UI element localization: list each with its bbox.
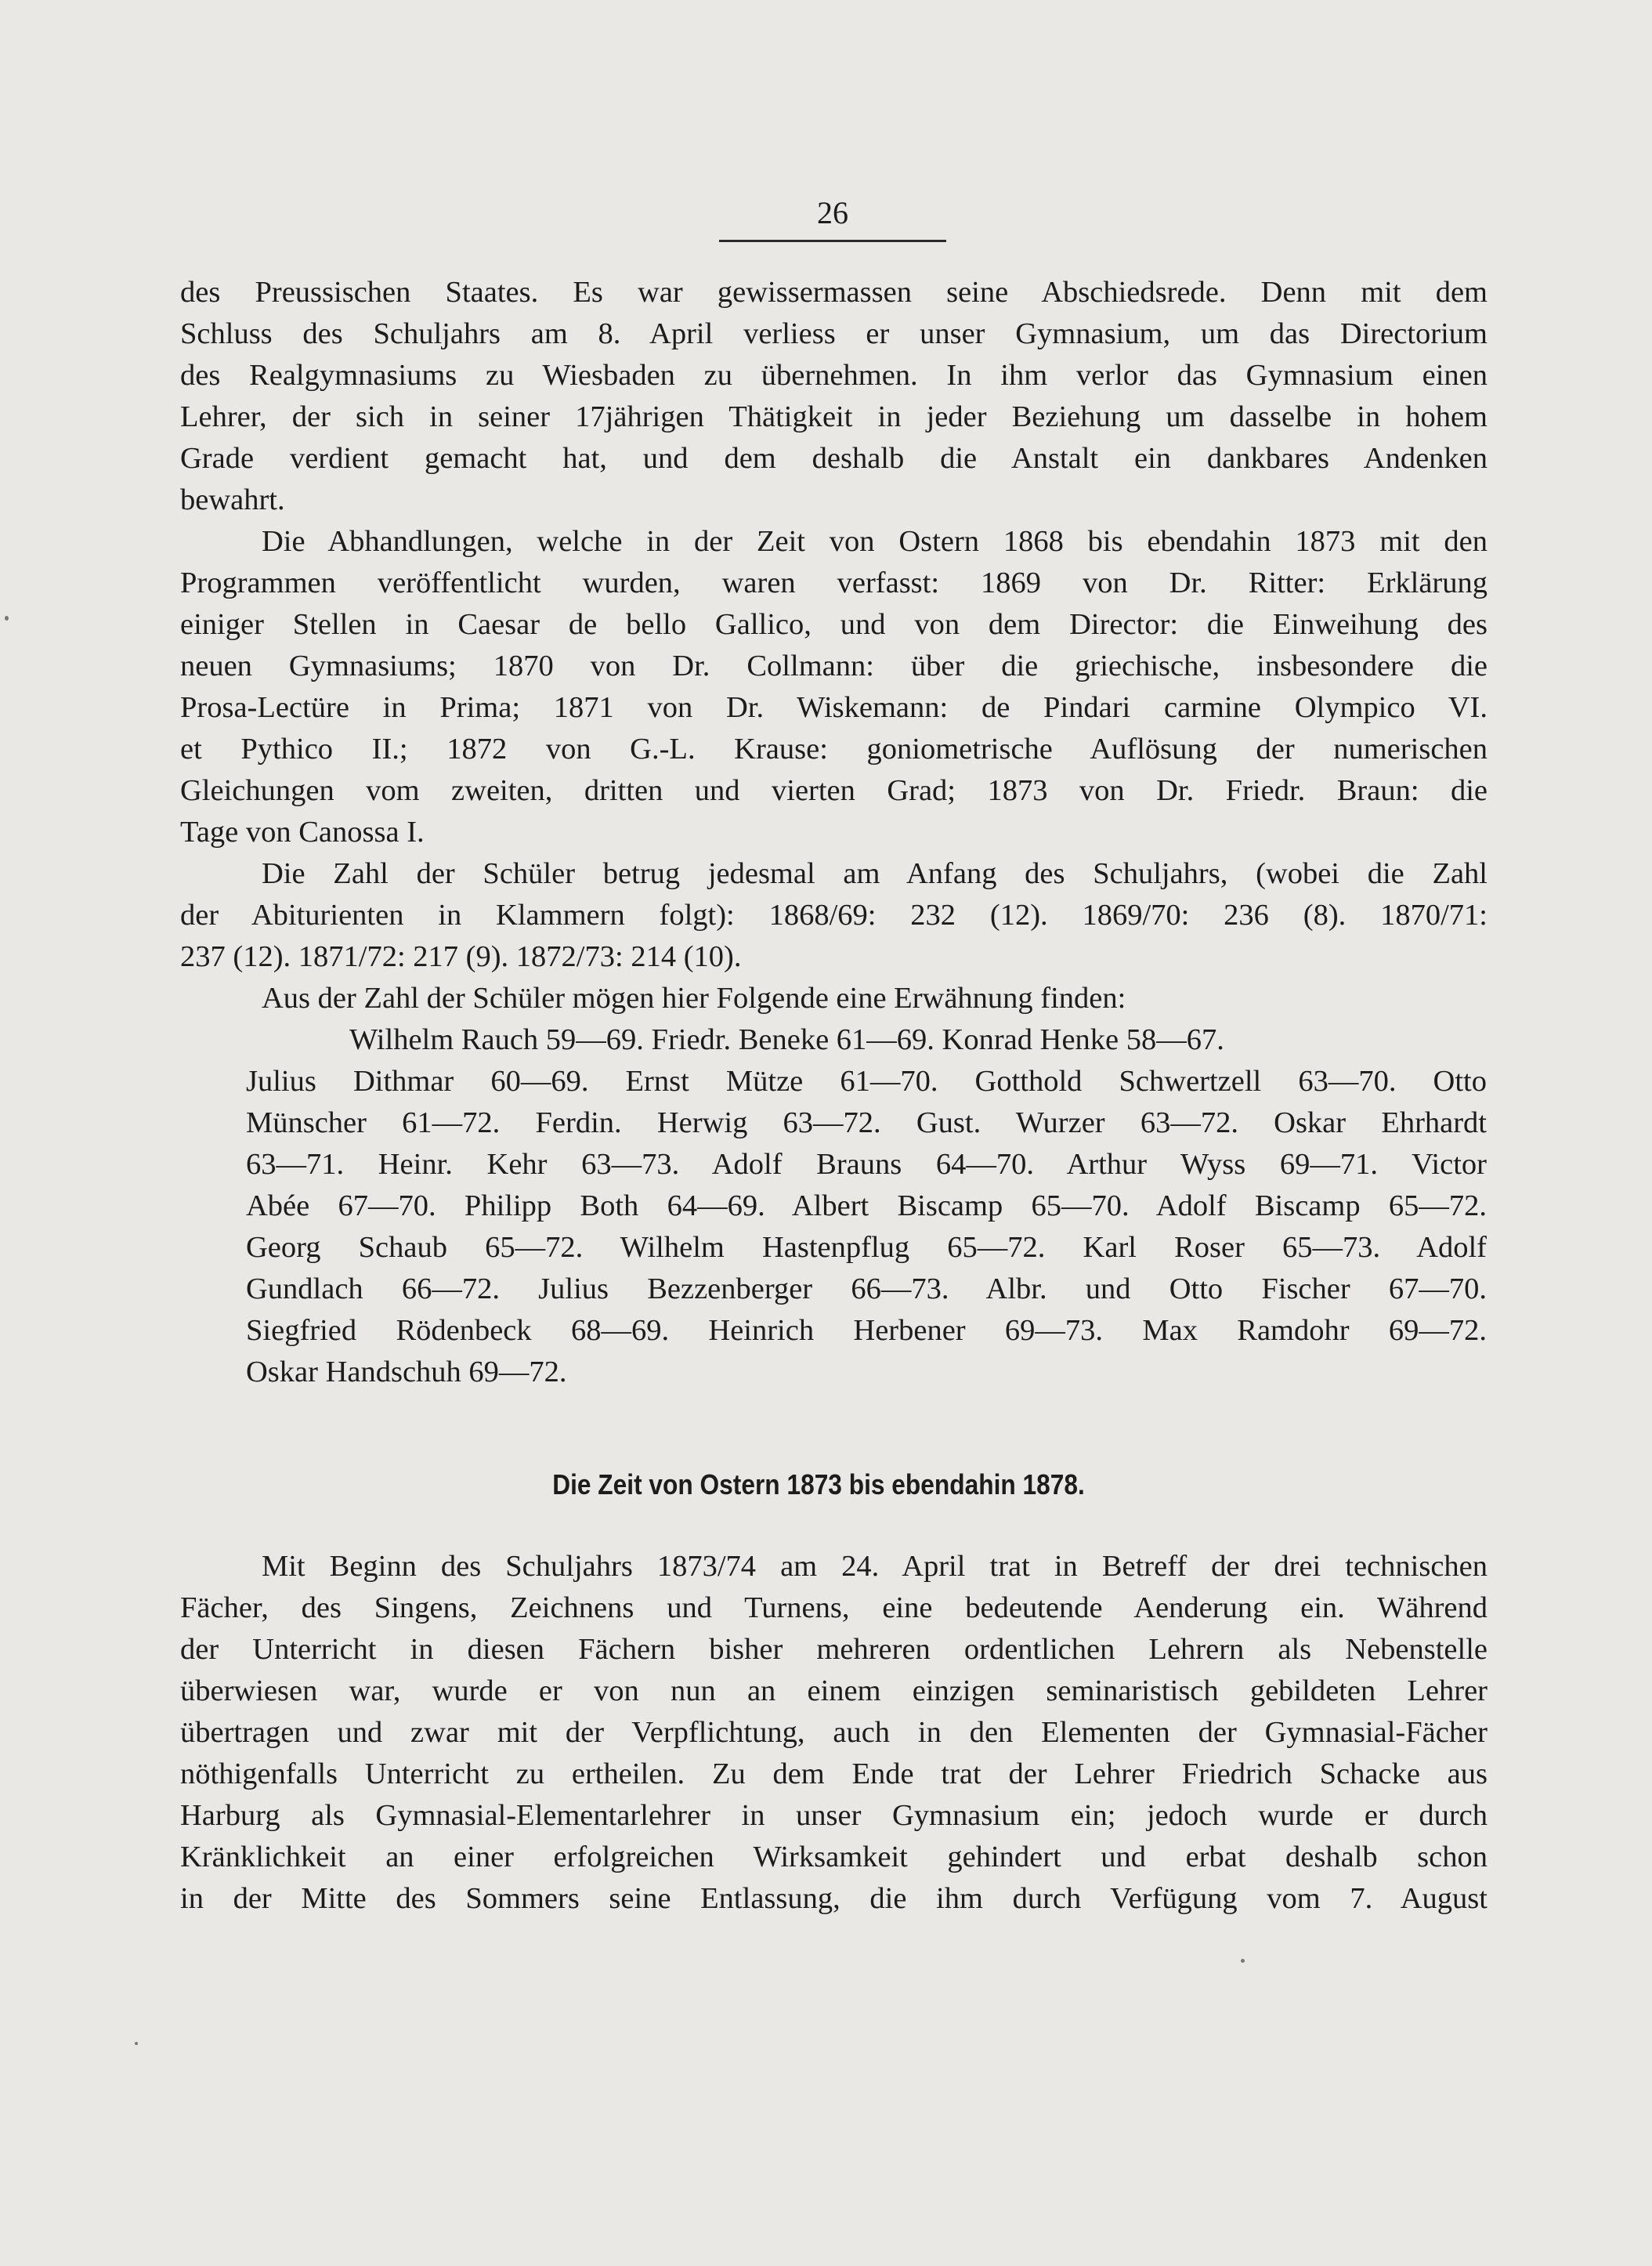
text-line: Fächer, des Singens, Zeichnens und Turnens, eine bedeutende Aenderung ein. Während bbox=[180, 1591, 1488, 1624]
text-line: des Preussischen Staates. Es war gewissermassen seine Abschiedsrede. Denn mit dem bbox=[180, 276, 1488, 309]
pupil-list-line: Julius Dithmar 60—69. Ernst Mütze 61—70. Gotthold Schwertzell 63—70. Otto bbox=[246, 1065, 1487, 1098]
pupil-list-line: Wilhelm Rauch 59—69. Friedr. Beneke 61—69. Konrad Henke 58—67. bbox=[349, 1023, 1224, 1056]
text-line: Die Zahl der Schüler betrug jedesmal am Anfang des Schuljahrs, (wobei die Zahl bbox=[262, 857, 1488, 890]
text-line: überwiesen war, wurde er von nun an einem einzigen seminaristisch gebildeten Lehrer bbox=[180, 1674, 1488, 1707]
text-line: 237 (12). 1871/72: 217 (9). 1872/73: 214 (10). bbox=[180, 940, 742, 973]
text-line: der Unterricht in diesen Fächern bisher mehreren ordentlichen Lehrern als Nebenstelle bbox=[180, 1633, 1488, 1666]
text-line: Schluss des Schuljahrs am 8. April verliess er unser Gymnasium, um das Directorium bbox=[180, 317, 1488, 350]
pupil-list-line: 63—71. Heinr. Kehr 63—73. Adolf Brauns 64—70. Arthur Wyss 69—71. Victor bbox=[246, 1148, 1487, 1181]
section-heading: Die Zeit von Ostern 1873 bis ebendahin 1878. bbox=[552, 1468, 1085, 1500]
text-line: des Realgymnasiums zu Wiesbaden zu übernehmen. In ihm verlor das Gymnasium einen bbox=[180, 359, 1488, 392]
text-line: neuen Gymnasiums; 1870 von Dr. Collmann: über die griechische, insbesondere die bbox=[180, 650, 1488, 682]
text-line: in der Mitte des Sommers seine Entlassung, die ihm durch Verfügung vom 7. August bbox=[180, 1882, 1488, 1915]
text-line: Gleichungen vom zweiten, dritten und vierten Grad; 1873 von Dr. Friedr. Braun: die bbox=[180, 774, 1488, 807]
pupil-list-line: Siegfried Rödenbeck 68—69. Heinrich Herbener 69—73. Max Ramdohr 69—72. bbox=[246, 1314, 1487, 1347]
text-line: Mit Beginn des Schuljahrs 1873/74 am 24. April trat in Betreff der drei technischen bbox=[262, 1550, 1488, 1583]
text-line: bewahrt. bbox=[180, 483, 285, 516]
header-rule bbox=[719, 240, 946, 242]
text-line: übertragen und zwar mit der Verpflichtung, auch in den Elementen der Gymnasial-Fächer bbox=[180, 1716, 1488, 1749]
text-line: Programmen veröffentlicht wurden, waren verfasst: 1869 von Dr. Ritter: Erklärung bbox=[180, 566, 1488, 599]
text-line: der Abiturienten in Klammern folgt): 1868/69: 232 (12). 1869/70: 236 (8). 1870/71: bbox=[180, 899, 1488, 932]
text-line: Harburg als Gymnasial-Elementarlehrer in unser Gymnasium ein; jedoch wurde er durch bbox=[180, 1799, 1488, 1832]
pupil-list-line: Oskar Handschuh 69—72. bbox=[246, 1356, 567, 1388]
pupil-list-line: Abée 67—70. Philipp Both 64—69. Albert Biscamp 65—70. Adolf Biscamp 65—72. bbox=[246, 1189, 1487, 1222]
text-line: Lehrer, der sich in seiner 17jährigen Thätigkeit in jeder Beziehung um dasselbe in hohem bbox=[180, 400, 1488, 433]
pupil-list-line: Georg Schaub 65—72. Wilhelm Hastenpflug 65—72. Karl Roser 65—73. Adolf bbox=[246, 1231, 1487, 1264]
text-line: et Pythico II.; 1872 von G.-L. Krause: goniometrische Auflösung der numerischen bbox=[180, 733, 1488, 766]
text-line: Tage von Canossa I. bbox=[180, 816, 425, 849]
text-line: Die Abhandlungen, welche in der Zeit von Ostern 1868 bis ebendahin 1873 mit den bbox=[262, 525, 1488, 558]
text-line: Kränklichkeit an einer erfolgreichen Wirksamkeit gehindert und erbat deshalb schon bbox=[180, 1841, 1488, 1873]
scan-speck bbox=[5, 616, 9, 621]
text-line: Prosa-Lectüre in Prima; 1871 von Dr. Wiskemann: de Pindari carmine Olympico VI. bbox=[180, 691, 1488, 724]
text-line: nöthigenfalls Unterricht zu ertheilen. Zu dem Ende trat der Lehrer Friedrich Schacke aus bbox=[180, 1757, 1488, 1790]
scan-speck bbox=[1241, 1959, 1245, 1963]
text-line: einiger Stellen in Caesar de bello Gallico, und von dem Director: die Einweihung des bbox=[180, 608, 1488, 641]
pupil-list-line: Münscher 61—72. Ferdin. Herwig 63—72. Gust. Wurzer 63—72. Oskar Ehrhardt bbox=[246, 1106, 1487, 1139]
text-line: Aus der Zahl der Schüler mögen hier Folgende eine Erwähnung finden: bbox=[262, 982, 1126, 1015]
page-number: 26 bbox=[817, 195, 848, 230]
pupil-list-line: Gundlach 66—72. Julius Bezzenberger 66—73. Albr. und Otto Fischer 67—70. bbox=[246, 1272, 1487, 1305]
scan-speck bbox=[135, 2042, 138, 2045]
text-line: Grade verdient gemacht hat, und dem deshalb die Anstalt ein dankbares Andenken bbox=[180, 442, 1488, 475]
